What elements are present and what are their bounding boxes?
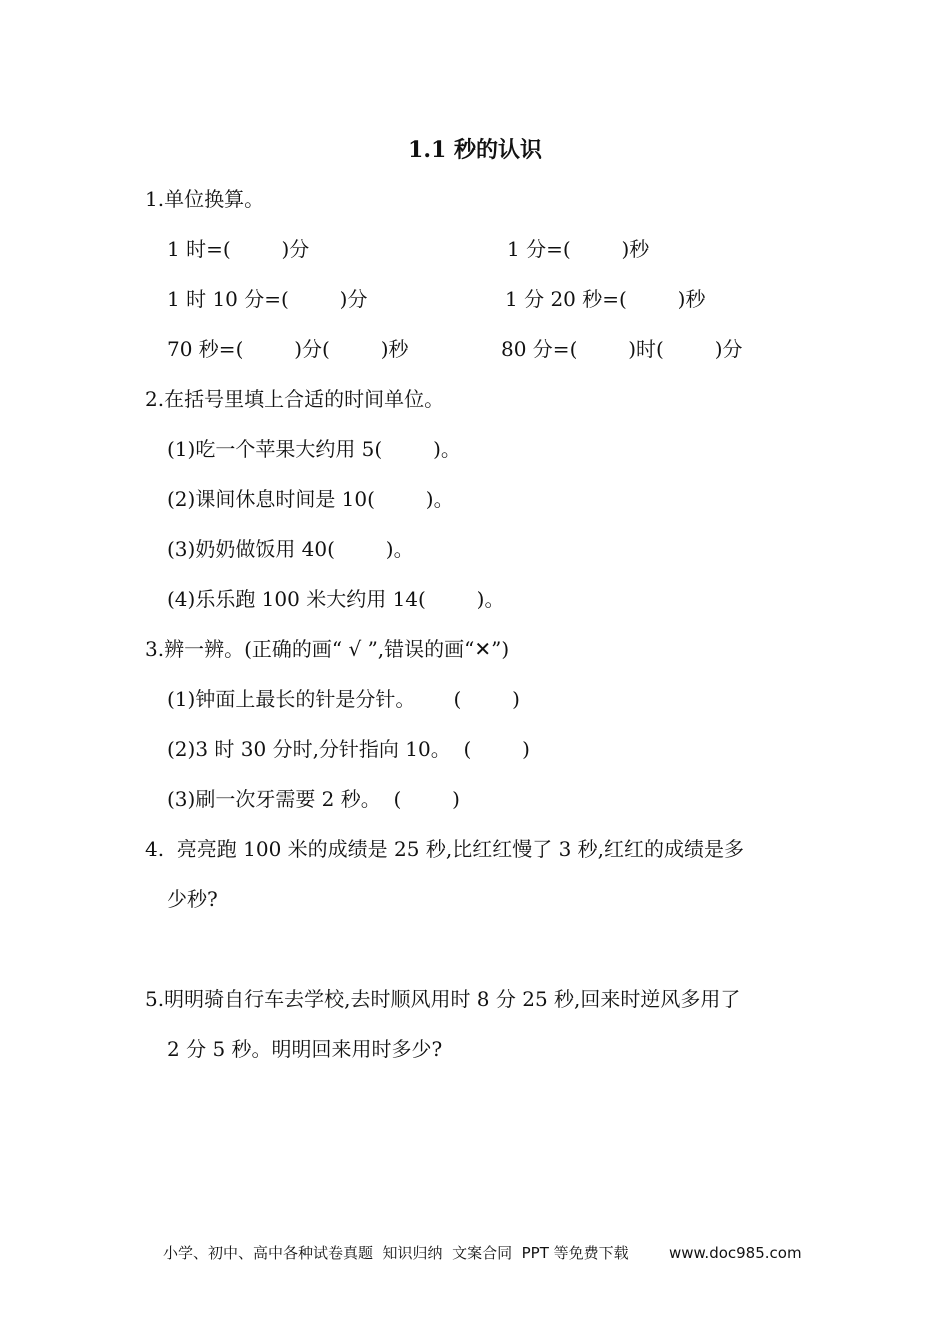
q5-line-2: 2 分 5 秒。明明回来用时多少? [167,1037,443,1061]
q2-item-4: (4)乐乐跑 100 米大约用 14( )。 [167,587,505,611]
footer-url[interactable]: www.doc985.com [669,1244,802,1262]
q4-line-2: 少秒? [167,887,218,911]
q2-item-3: (3)奶奶做饭用 40( )。 [167,537,414,561]
q2-heading: 2.在括号里填上合适的时间单位。 [145,387,445,411]
q1-heading: 1.单位换算。 [145,187,265,211]
footer-text: 小学、初中、高中各种试卷真题 知识归纳 文案合同 PPT 等免费下载 [163,1244,629,1262]
q1-row3-left: 70 秒=( )分( )秒 [167,337,409,361]
q1-row1-left: 1 时=( )分 [167,237,310,261]
q3-heading: 3.辨一辨。(正确的画“ √ ”,错误的画“✕”) [145,637,510,661]
q1-row1-right: 1 分=( )秒 [507,237,650,261]
q4-line-1: 4. 亮亮跑 100 米的成绩是 25 秒,比红红慢了 3 秒,红红的成绩是多 [145,837,745,861]
q3-item-2: (2)3 时 30 分时,分针指向 10。 ( ) [167,737,530,761]
q3-item-1: (1)钟面上最长的针是分针。 ( ) [167,687,520,711]
q3-item-3: (3)刷一次牙需要 2 秒。 ( ) [167,787,460,811]
q2-item-1: (1)吃一个苹果大约用 5( )。 [167,437,461,461]
q1-row3-right: 80 分=( )时( )分 [501,337,743,361]
page-title: 1.1 秒的认识 [408,137,542,163]
q1-row2-left: 1 时 10 分=( )分 [167,287,368,311]
q5-line-1: 5.明明骑自行车去学校,去时顺风用时 8 分 25 秒,回来时逆风多用了 [145,987,741,1011]
q1-row2-right: 1 分 20 秒=( )秒 [505,287,706,311]
q2-item-2: (2)课间休息时间是 10( )。 [167,487,454,511]
